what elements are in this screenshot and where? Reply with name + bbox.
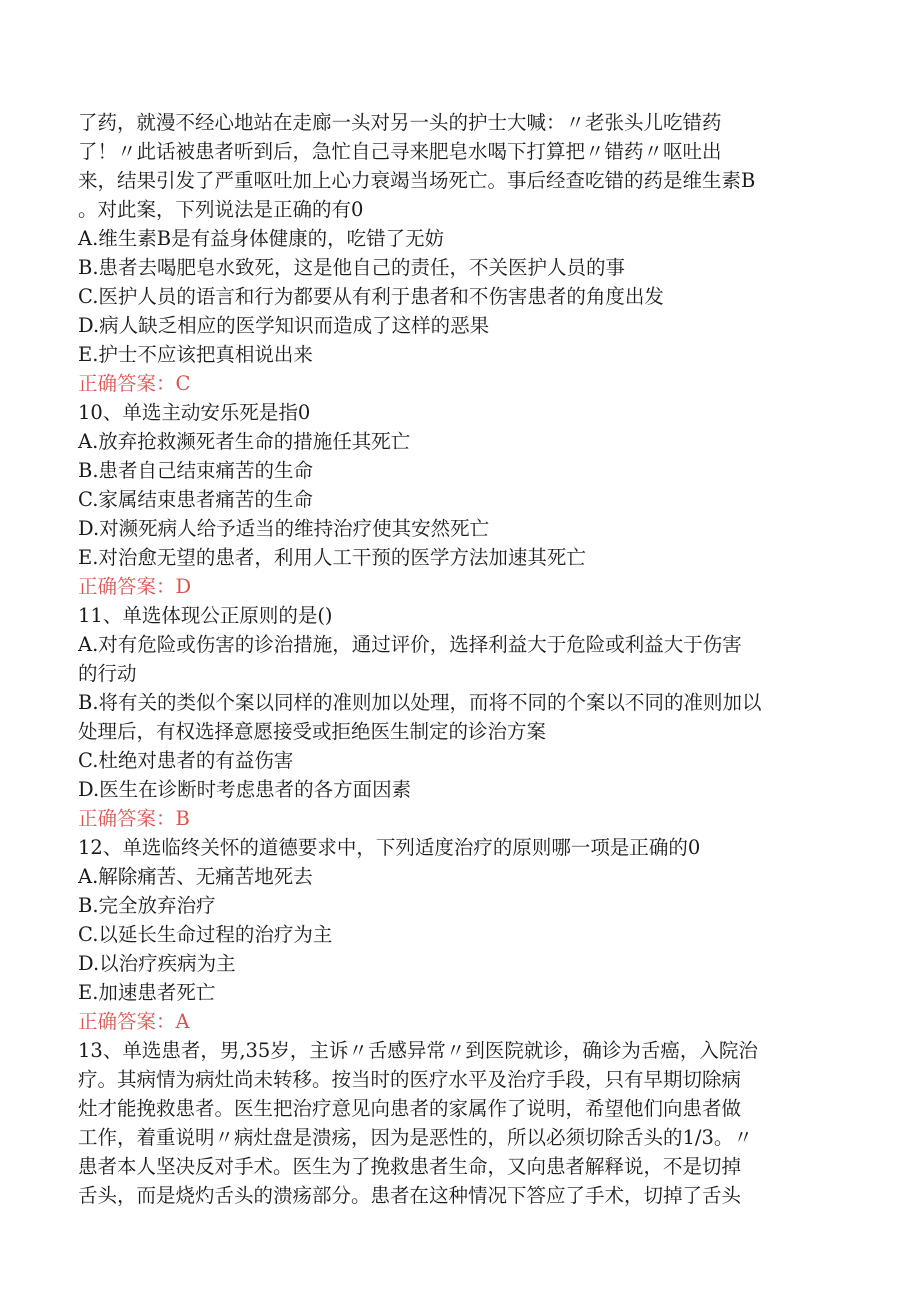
text-line: A.维生素B是有益身体健康的，吃错了无妨 xyxy=(78,227,445,250)
text-line: 工作，着重说明〃病灶盘是溃疡，因为是恶性的，所以必须切除舌头的1/3。〃 xyxy=(78,1126,753,1149)
text-line: 舌头，而是烧灼舌头的溃疡部分。患者在这种情况下答应了手术，切掉了舌头 xyxy=(78,1184,742,1207)
text-line: B.患者去喝肥皂水致死，这是他自己的责任，不关医护人员的事 xyxy=(78,256,626,279)
text-line: A.放弃抢救濒死者生命的措施任其死亡 xyxy=(78,430,411,453)
text-line: 。对此案，下列说法是正确的有0 xyxy=(78,198,364,221)
text-line: E.加速患者死亡 xyxy=(78,981,216,1004)
text-line: 10、单选主动安乐死是指0 xyxy=(78,401,311,424)
text-line: A.解除痛苦、无痛苦地死去 xyxy=(78,865,313,888)
text-line: A.对有危险或伤害的诊治措施，通过评价，选择利益大于危险或利益大于伤害 xyxy=(78,633,742,656)
text-line: 了药，就漫不经心地站在走廊一头对另一头的护士大喊：〃老张头儿吃错药 xyxy=(78,111,722,134)
text-line: 12、单选临终关怀的道德要求中，下列适度治疗的原则哪一项是正确的0 xyxy=(78,836,701,859)
answer-line: 正确答案：A xyxy=(78,1010,190,1033)
text-line: 来，结果引发了严重呕吐加上心力衰竭当场死亡。事后经查吃错的药是维生素B xyxy=(78,169,756,192)
text-line: 的行动 xyxy=(78,662,137,685)
text-line: B.患者自己结束痛苦的生命 xyxy=(78,459,314,482)
answer-line: 正确答案：C xyxy=(78,372,191,395)
text-line: B.将有关的类似个案以同样的准则加以处理，而将不同的个案以不同的准则加以 xyxy=(78,691,762,714)
text-line: 了！〃此话被患者听到后，急忙自己寻来肥皂水喝下打算把〃错药〃呕吐出 xyxy=(78,140,722,163)
text-line: D.病人缺乏相应的医学知识而造成了这样的恶果 xyxy=(78,314,490,337)
text-line: 患者本人坚决反对手术。医生为了挽救患者生命，又向患者解释说，不是切掉 xyxy=(78,1155,742,1178)
text-line: E.对治愈无望的患者，利用人工干预的医学方法加速其死亡 xyxy=(78,546,586,569)
text-line: 处理后，有权选择意愿接受或拒绝医生制定的诊治方案 xyxy=(78,720,547,743)
text-line: C.医护人员的语言和行为都要从有利于患者和不伤害患者的角度出发 xyxy=(78,285,664,308)
answer-line: 正确答案：B xyxy=(78,807,190,830)
text-line: C.杜绝对患者的有益伤害 xyxy=(78,749,294,772)
text-line: D.对濒死病人给予适当的维持治疗使其安然死亡 xyxy=(78,517,490,540)
text-line: D.医生在诊断时考虑患者的各方面因素 xyxy=(78,778,412,801)
text-line: 13、单选患者，男,35岁，主诉〃舌感异常〃到医院就诊，确诊为舌癌，入院治 xyxy=(78,1039,758,1062)
text-line: 疗。其病情为病灶尚未转移。按当时的医疗水平及治疗手段，只有早期切除病 xyxy=(78,1068,742,1091)
document-body xyxy=(78,108,848,1210)
answer-line: 正确答案：D xyxy=(78,575,192,598)
text-line: D.以治疗疾病为主 xyxy=(78,952,236,975)
text-line: E.护士不应该把真相说出来 xyxy=(78,343,313,366)
text-line: C.家属结束患者痛苦的生命 xyxy=(78,488,313,511)
text-line: B.完全放弃治疗 xyxy=(78,894,216,917)
text-line: 灶才能挽救患者。医生把治疗意见向患者的家属作了说明，希望他们向患者做 xyxy=(78,1097,742,1120)
text-line: C.以延长生命过程的治疗为主 xyxy=(78,923,333,946)
text-line: 11、单选体现公正原则的是() xyxy=(78,604,333,627)
